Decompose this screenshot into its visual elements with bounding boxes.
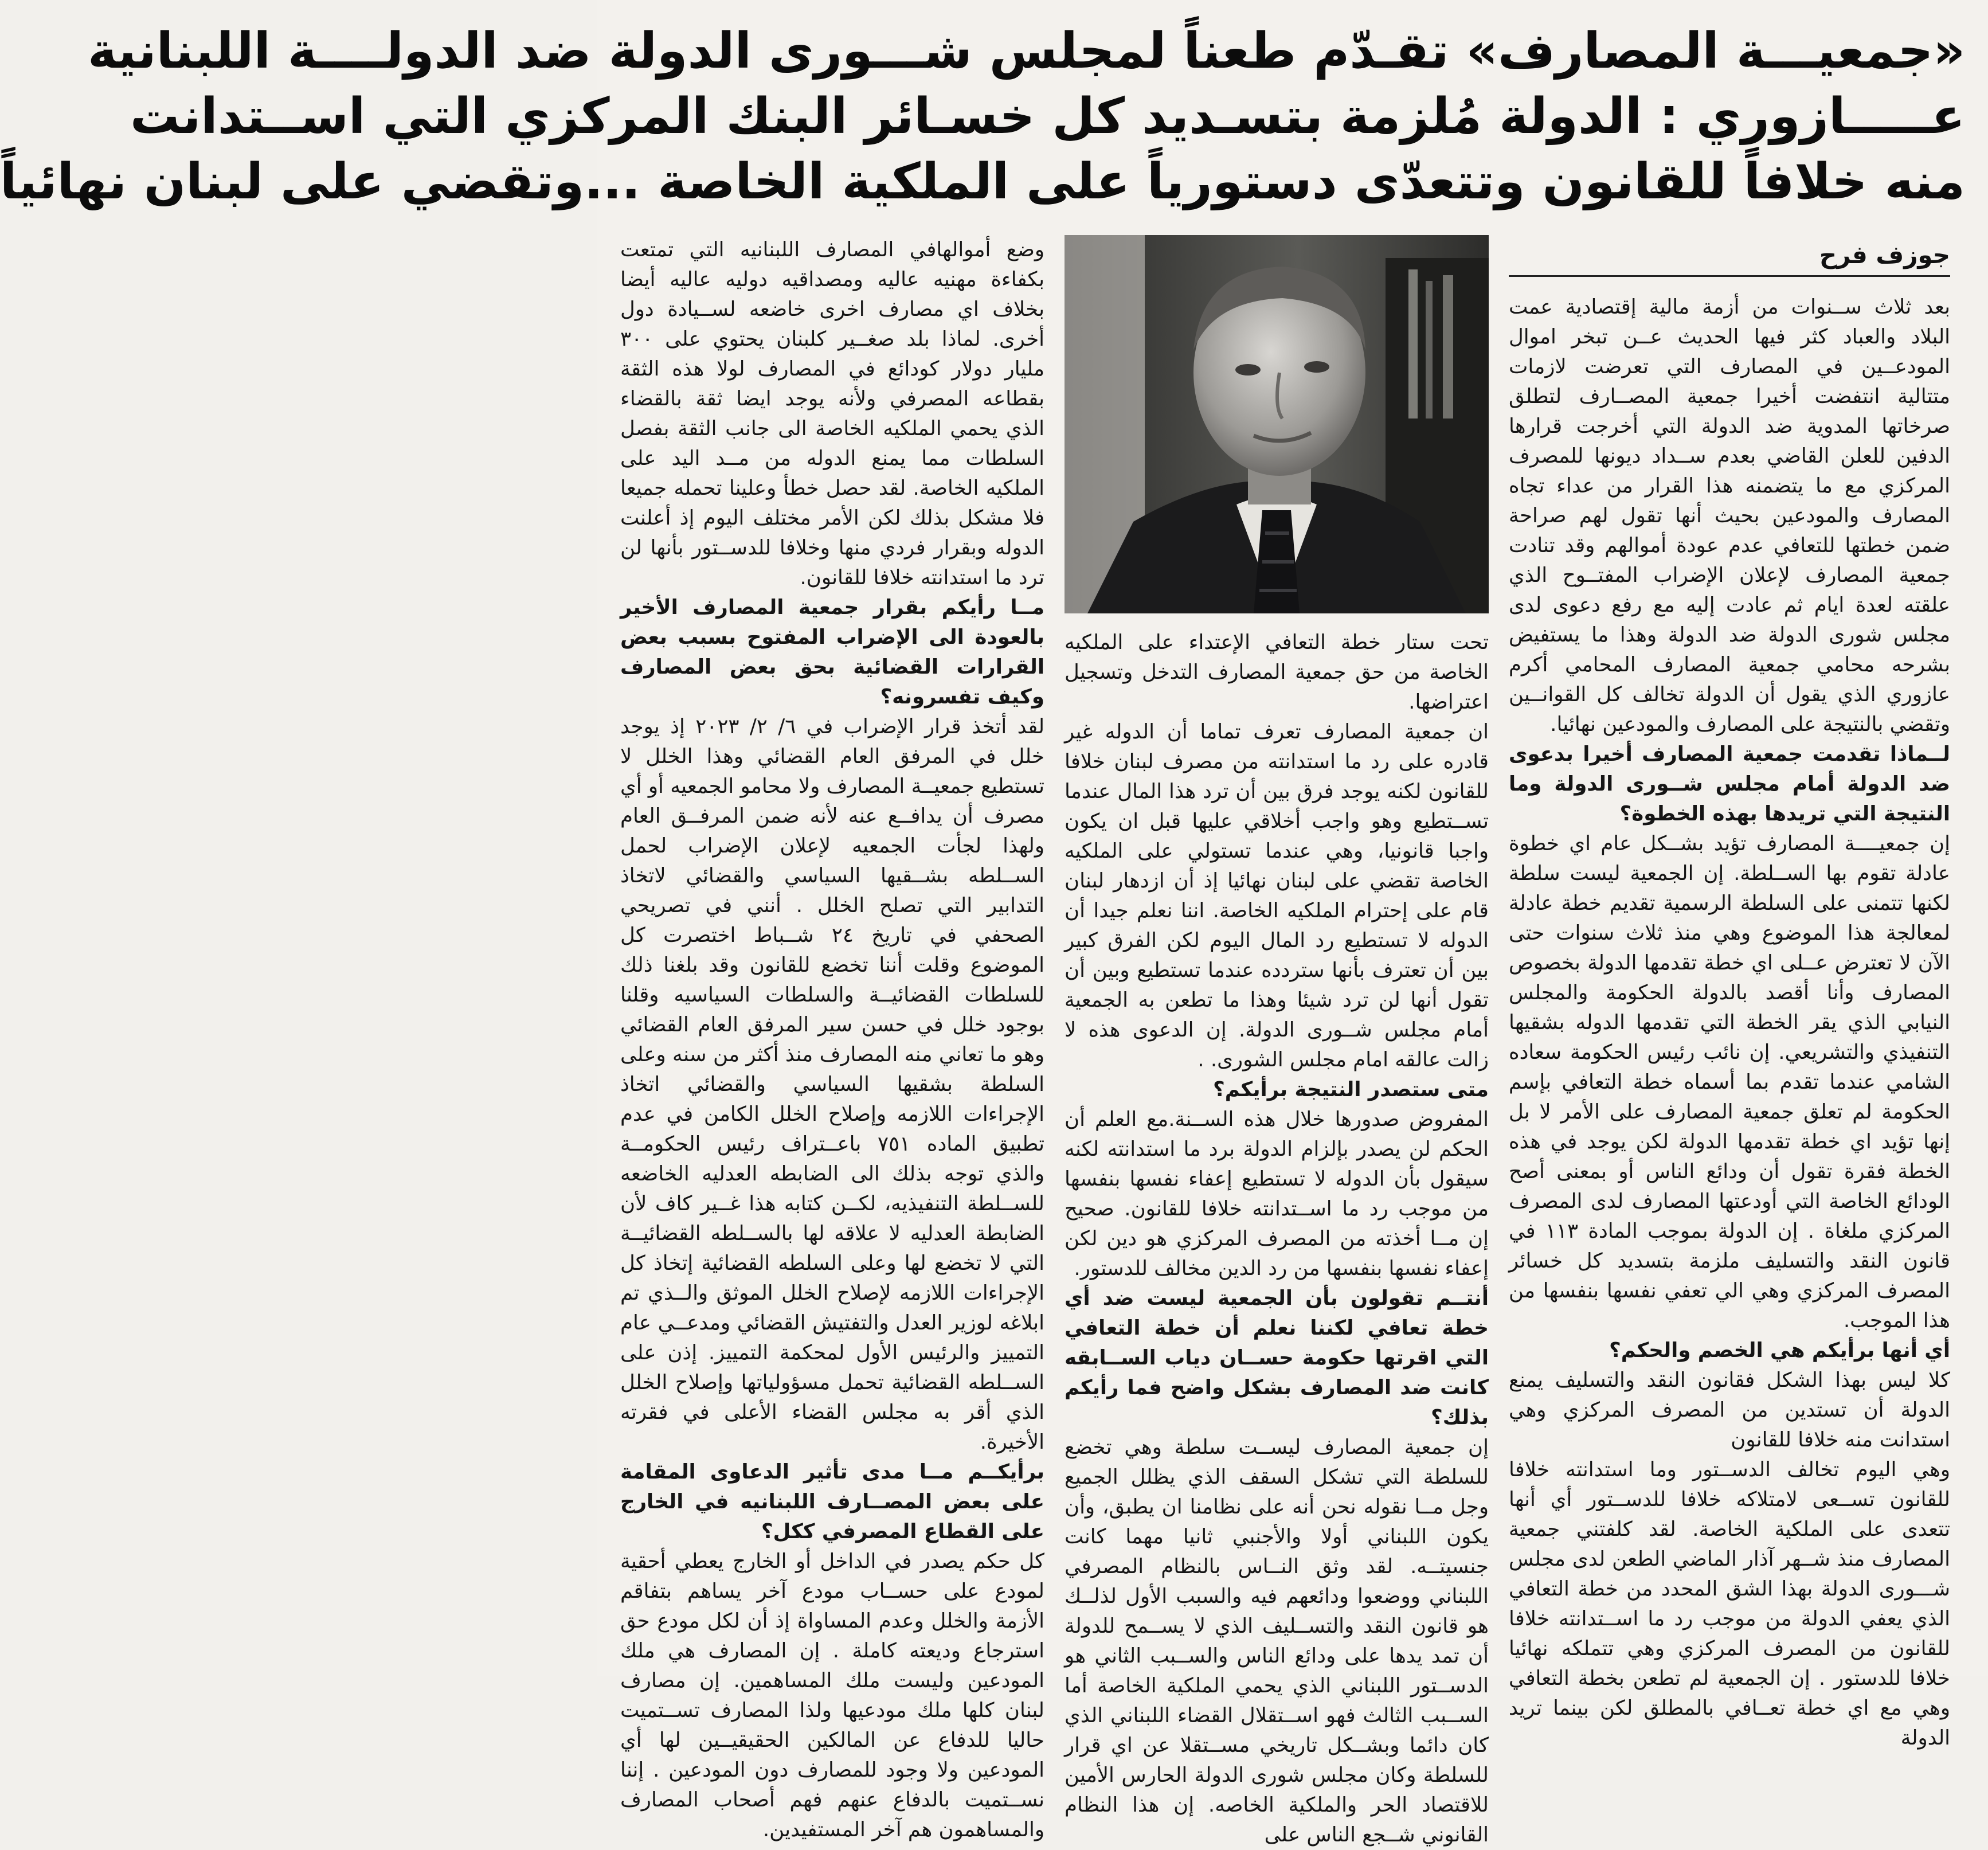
question: برأيكــم مــا مدى تأثير الدعاوى المقامة على بعض المصــارف اللبنانيه في الخارج على القطاع المصرفي ككل؟ <box>620 1460 1044 1543</box>
paragraph: كل حكم يصدر في الداخل أو الخارج يعطي أحقية لمودع على حســاب مودع آخر يساهم بتفاقم الأزمة والخلل وعدم المساواة إذ أن لكل مودع حق استرجاع وديعته كاملة . إن المصارف هي ملك المودعين وليست ملك المساهمين. إن مصارف لبنان كلها ملك مودعيها ولذا المصارف تســتميت حاليا للدفاع عن المالكين الحقيقيــين لها أي المودعين ولا وجود للمصارف دون المودعين . إننا نســتميت بالدفاع عنهم فهم أصحاب المصارف والمساهمون هم آخر المستفيدين. <box>620 1550 1044 1841</box>
author-byline: جوزف فرح <box>1509 235 1950 277</box>
paragraph: ان جمعية المصارف تعرف تماما أن الدوله غير قادره على رد ما استدانته من مصرف لبنان خلافا للقانون لكنه يوجد فرق بين أن ترد هذا المال عندما تســتطيع وهو واجب أخلاقي عليها قبل ان يكون واجبا قانونيا، وهي عندما تستولي على الملكيه الخاصة تقضي على لبنان نهائيا إذ أن ازدهار لبنان قام على إحترام الملكيه الخاصة. اننا نعلم جيدا أن الدوله لا تستطيع رد المال اليوم لكن الفرق كبير بين أن تعترف بأنها ستردده عندما تستطيع وبين أن تقول أنها لن ترد شيئا وهذا ما تطعن به الجمعية أمام مجلس شــورى الدولة. إن الدعوى هذه لا زالت عالقه امام مجلس الشورى. . <box>1065 720 1489 1071</box>
question: متى ستصدر النتيجة برأيكم؟ <box>1213 1078 1489 1101</box>
question: مــا رأيكم بقرار جمعية المصارف الأخير بالعودة الى الإضراب المفتوح بسبب بعض القرارات القضائية بحق بعض المصارف وكيف تفسرونه؟ <box>620 596 1044 709</box>
paragraph: وضع أموالهافي المصارف اللبنانيه التي تمتعت بكفاءة مهنيه عاليه ومصداقيه دوليه عاليه أيضا بخلاف اي مصارف اخرى خاضعه لســيادة دول أخرى. لماذا بلد صغــير كلبنان يحتوي على ٣٠٠ مليار دولار كودائع في المصارف لولا هذه الثقة بقطاعه المصرفي ولأنه يوجد ايضا ثقة بالقضاء الذي يحمي الملكيه الخاصة الى جانب الثقة بفصل السلطات مما يمنع الدوله من مــد اليد على الملكيه الخاصة. لقد حصل خطأ وعلينا تحمله جميعا فلا مشكل بذلك لكن الأمر مختلف اليوم إذ أعلنت الدوله وبقرار فردي منها وخلافا للدســتور بأنها لن ترد ما استدانته خلافا للقانون. <box>620 238 1044 589</box>
paragraph: لقد أتخذ قرار الإضراب في ٦/ ٢/ ٢٠٢٣ إذ يوجد خلل في المرفق العام القضائي وهذا الخلل لا تستطيع جمعيــة المصارف ولا محامو الجمعيه أو أي مصرف أن يدافــع عنه لأنه ضمن المرفــق العام ولهذا لجأت الجمعيه لإعلان الإضراب لحمل الســلطه بشــقيها السياسي والقضائي لاتخاذ التدابير التي تصلح الخلل . أنني في تصريحي الصحفي في تاريخ ٢٤ شــباط اختصرت كل الموضوع وقلت أننا تخضع للقانون وقد بلغنا ذلك للسلطات القضائيــة والسلطات السياسيه وقلنا بوجود خلل في حسن سير المرفق العام القضائي وهو ما تعاني منه المصارف منذ أكثر من سنه وعلى السلطة بشقيها السياسي والقضائي اتخاذ الإجراءات اللازمه وإصلاح الخلل الكامن في عدم تطبيق الماده ٧٥١ باعــتراف رئيس الحكومــة والذي توجه بذلك الى الضابطه العدليه الخاضعه للســلطة التنفيذيه، لكــن كتابه هذا غــير كاف لأن الضابطة العدليه لا علاقه لها بالســلطه القضائيــة التي لا تخضع لها وعلى السلطه القضائية إتخاذ كل الإجراءات اللازمه لإصلاح الخلل الموثق والــذي تم ابلاغه لوزير العدل والتفتيش القضائي ومدعــي عام التمييز والرئيس الأول لمحكمة التمييز. إذن على الســلطه القضائية تحمل مسؤولياتها وإصلاح الخلل الذي أقر به مجلس القضاء الأعلى في فقرته الأخيرة. <box>620 715 1045 1454</box>
headline-line-3: منه خلافاً للقانون وتتعدّى دستورياً على الملكية الخاصة ...وتقضي على لبنان نهائياً <box>0 153 1965 210</box>
portrait-image <box>1065 235 1489 613</box>
article-column-middle <box>1065 628 1489 1847</box>
article-column-right <box>1509 292 1950 1750</box>
headline-line-1: «جمعيـــة المصارف» تقـدّم طعناً لمجلس شـــورى الدولة ضد الدولــــة اللبنانية <box>88 22 1965 80</box>
paragraph: إن جمعية المصارف ليســت سلطة وهي تخضع للسلطة التي تشكل السقف الذي يظلل الجميع وجل مــا نقوله نحن أنه على نظامنا ان يطبق، وأن يكون اللبناني أولا والأجنبي ثانيا مهما كانت جنسيتــه. لقد وثق النــاس بالنظام المصرفي اللبناني ووضعوا ودائعهم فيه والسبب الأول لذلــك هو قانون النقد والتســليف الذي لا يســمح للدولة أن تمد يدها على ودائع الناس والســبب الثاني هو الدســتور اللبناني الذي يحمي الملكية الخاصة أما الســبب الثالث فهو اســتقلال القضاء اللبناني الذي كان دائما وبشــكل تاريخي مســتقلا عن اي قرار للسلطة وكان مجلس شورى الدولة الحارس الأمين للاقتصاد الحر والملكية الخاصه. إن هذا النظام القانوني شــجع الناس على <box>1065 1436 1489 1847</box>
interviewee-photo <box>1065 235 1489 613</box>
paragraph: بعد ثلاث ســنوات من أزمة مالية إقتصادية عمت البلاد والعباد كثر فيها الحديث عــن تبخر اموال المودعــين في المصارف التي تعرضت لازمات متتالية انتفضت أخيرا جمعية المصــارف لتطلق صرخاتها المدوية ضد الدولة التي أخرجت قرارها الدفين للعلن القاضي بعدم ســداد ديونها للمصرف المركزي مع ما يتضمنه هذا القرار من عداء تجاه المصارف والمودعين بحيث أنها تقول لهم صراحة ضمن خطتها للتعافي عدم عودة أموالهم وقد تنادت جمعية المصارف لإعلان الإضراب المفتــوح الذي علقته لعدة ايام ثم عادت إليه مع رفع دعوى لدى مجلس شورى الدولة ضد الدولة وهذا ما يستفيض بشرحه محامي جمعية المصارف المحامي أكرم عازوري الذي يقول أن الدولة تخالف كل القوانــين وتقضي بالنتيجة على المصارف والمودعين نهائيا. <box>1509 295 1950 736</box>
headline-line-2: عـــــازوري : الدولة مُلزمة بتسـديد كل خسـائر البنك المركزي التي اســتدانت <box>130 88 1965 145</box>
headline <box>0 18 1965 213</box>
paragraph: تحت ستار خطة التعافي الإعتداء على الملكيه الخاصة من حق جمعية المصارف التدخل وتسجيل اعتراضها. <box>1065 631 1489 714</box>
paragraph: إن جمعيــــة المصارف تؤيد بشــكل عام اي خطوة عادلة تقوم بها الســلطة. إن الجمعية ليست سلطة لكنها تتمنى على السلطة الرسمية تقديم خطة عادلة لمعالجة هذا الموضوع وهي منذ ثلاث سنوات حتى الآن لا تعترض عــلى اي خطة تقدمها الدولة بخصوص المصارف وأنا أقصد بالدولة الحكومة والمجلس النيابي الذي يقر الخطة التي تقدمها الدوله بشقيها التنفيذي والتشريعي. إن نائب رئيس الحكومة سعاده الشامي عندما تقدم بما أسماه خطة التعافي بإسم الحكومة لم تعلق جمعية المصارف على الأمر لا بل إنها تؤيد اي خطة تقدمها الدولة لكن يوجد في هذه الخطة فقرة تقول أن ودائع الناس أو بمعنى أصح الودائع الخاصة التي أودعتها المصارف لدى المصرف المركزي ملغاة . إن الدولة بموجب المادة ١١٣ في قانون النقد والتسليف ملزمة بتسديد كل خسائر المصرف المركزي وهي الي تعفي نفسها بنفسها من هذا الموجب. <box>1509 832 1950 1332</box>
paragraph: وهي اليوم تخالف الدســتور وما استدانته خلافا للقانون تســعى لامتلاكه خلافا للدســتور أي أنها تتعدى على الملكية الخاصة. لقد كلفتني جمعية المصارف منذ شــهر آذار الماضي الطعن لدى مجلس شـــورى الدولة بهذا الشق المحدد من خطة التعافي الذي يعفي الدولة من موجب رد ما اســتدانته خلافا للقانون من المصرف المركزي وهي تتملكه نهائيا خلافا للدستور . إن الجمعية لم تطعن بخطة التعافي وهي مع اي خطة تعــافي بالمطلق لكن بينما تريد الدولة <box>1509 1458 1950 1750</box>
paragraph: المفروض صدورها خلال هذه الســنة.مع العلم أن الحكم لن يصدر بإلزام الدولة برد ما استدانته لكنه سيقول بأن الدوله لا تستطيع إعفاء نفسها بنفسها من موجب رد ما اســتدانته خلافا للقانون. صحيح إن مــا أخذته من المصرف المركزي هو دين لكن إعفاء نفسها بنفسها من رد الدين مخالف للدستور. <box>1065 1108 1489 1280</box>
article-column-left <box>620 235 1045 1841</box>
paragraph: كلا ليس بهذا الشكل فقانون النقد والتسليف يمنع الدولة أن تستدين من المصرف المركزي وهي استدانت منه خلافا للقانون <box>1509 1368 1950 1452</box>
question: لــماذا تقدمت جمعية المصارف أخيرا بدعوى ضد الدولة أمام مجلس شــورى الدولة وما النتيجة التي تريدها بهذه الخطوة؟ <box>1509 742 1950 826</box>
question: أنتــم تقولون بأن الجمعية ليست ضد أي خطة تعافي لكننا نعلم أن خطة التعافي التي اقرتها حكومة حســان دياب الســابقه كانت ضد المصارف بشكل واضح فما رأيكم بذلك؟ <box>1065 1286 1489 1429</box>
question: أي أنها برأيكم هي الخصم والحكم؟ <box>1609 1339 1950 1362</box>
